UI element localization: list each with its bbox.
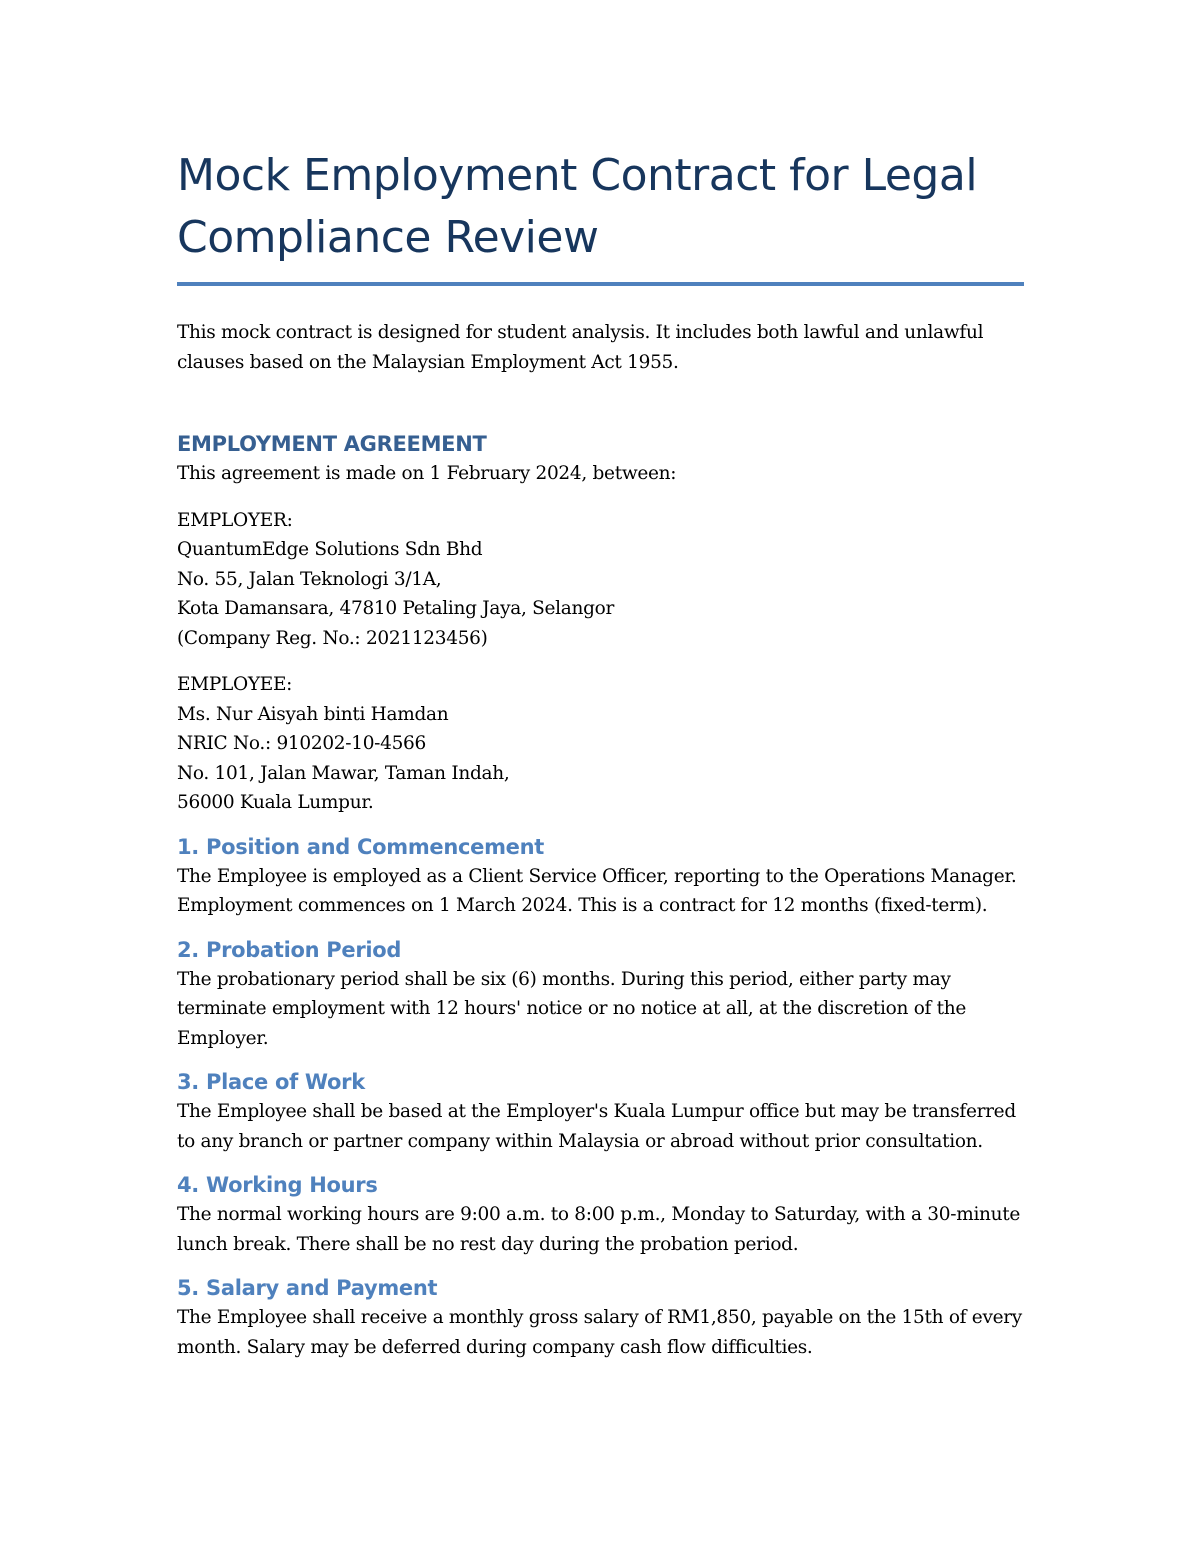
intro-line-2: clauses based on the Malaysian Employment Act 1955.: [177, 351, 679, 373]
section-body-salary: [177, 1303, 1027, 1362]
employer-address-line-1: No. 55, Jalan Teknologi 3/1A,: [177, 568, 442, 590]
employee-label: EMPLOYEE:: [177, 674, 293, 695]
section-body-place-of-work: [177, 1097, 1027, 1156]
section-heading-place-of-work: 3. Place of Work: [177, 1070, 365, 1094]
document-title-line-1: Mock Employment Contract for Legal: [177, 150, 978, 201]
employer-name: QuantumEdge Solutions Sdn Bhd: [177, 539, 483, 560]
section-line: month. Salary may be deferred during company cash flow difficulties.: [177, 1336, 813, 1358]
employee-nric: NRIC No.: 910202-10-4566: [177, 733, 426, 754]
section-body-working-hours: [177, 1200, 1027, 1259]
section-line: The probationary period shall be six (6) months. During this period, either party may: [177, 968, 951, 990]
section-line: Employment commences on 1 March 2024. This is a contract for 12 months (fixed-term).: [177, 895, 988, 916]
title-divider: [177, 282, 1024, 286]
employer-address-line-2: Kota Damansara, 47810 Petaling Jaya, Selangor: [177, 598, 615, 619]
employee-address-line-1: No. 101, Jalan Mawar, Taman Indah,: [177, 762, 510, 784]
document-title-line-2: Compliance Review: [177, 212, 599, 263]
employer-block: [177, 506, 1027, 654]
document-title: [177, 145, 1027, 269]
section-heading-position: 1. Position and Commencement: [177, 834, 545, 859]
employee-block: [177, 670, 1027, 818]
section-line: The Employee shall be based at the Employer's Kuala Lumpur office but may be transferred: [177, 1101, 1016, 1122]
section-line: The Employee is employed as a Client Service Officer, reporting to the Operations Manager.: [177, 865, 1017, 887]
employee-name: Ms. Nur Aisyah binti Hamdan: [177, 703, 449, 725]
agreement-heading: EMPLOYMENT AGREEMENT: [177, 432, 487, 456]
section-line: to any branch or partner company within Malaysia or abroad without prior consultation.: [177, 1130, 983, 1152]
section-line: terminate employment with 12 hours' notice or no notice at all, at the discretion of the: [177, 998, 967, 1019]
section-line: lunch break. There shall be no rest day during the probation period.: [177, 1233, 799, 1255]
employer-registration: (Company Reg. No.: 2021123456): [177, 627, 488, 649]
employee-address-line-2: 56000 Kuala Lumpur.: [177, 792, 374, 813]
section-heading-probation: 2. Probation Period: [177, 937, 402, 962]
intro-paragraph: [177, 318, 1027, 377]
section-body-probation: [177, 965, 1027, 1054]
document-page: [177, 145, 1027, 1362]
section-line: The normal working hours are 9:00 a.m. to 8:00 p.m., Monday to Saturday, with a 30-minute: [177, 1204, 1021, 1225]
intro-line-1: This mock contract is designed for student analysis. It includes both lawful and unlawful: [177, 322, 984, 343]
section-body-position: [177, 862, 1027, 921]
section-heading-working-hours: 4. Working Hours: [177, 1173, 378, 1197]
agreement-intro: This agreement is made on 1 February 2024, between:: [177, 463, 677, 484]
section-heading-salary: 5. Salary and Payment: [177, 1276, 438, 1300]
section-line: Employer.: [177, 1027, 269, 1049]
section-line: The Employee shall receive a monthly gross salary of RM1,850, payable on the 15th of every: [177, 1307, 1022, 1328]
employer-label: EMPLOYER:: [177, 509, 293, 531]
